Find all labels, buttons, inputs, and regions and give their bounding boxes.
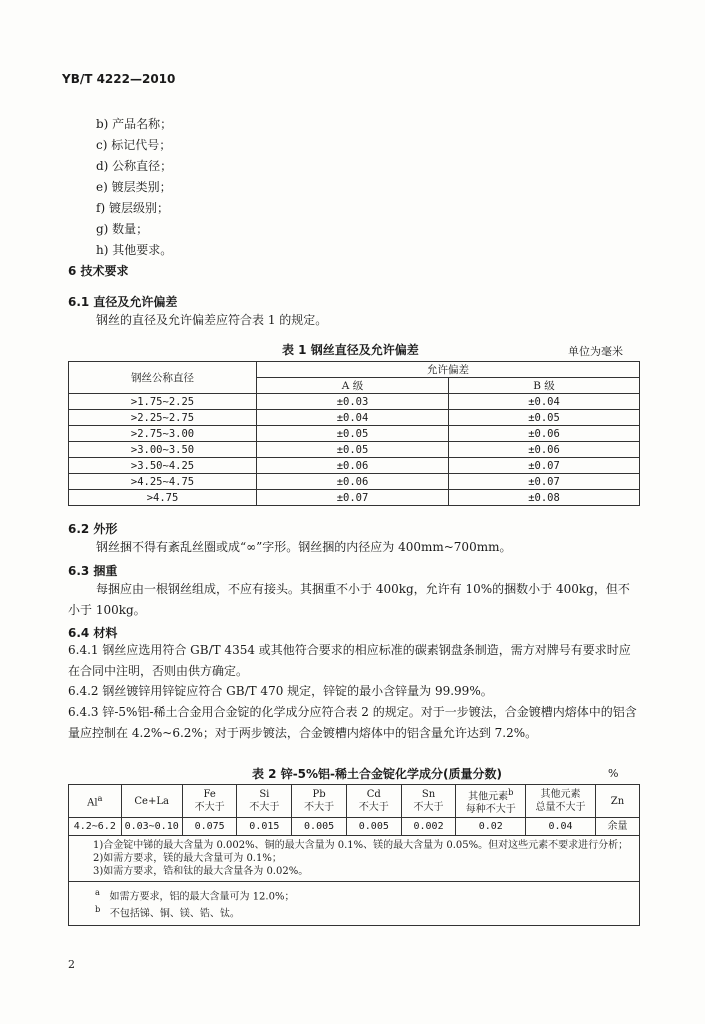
table-1-cell-grade-b: ±0.07 [449, 474, 640, 490]
section-6-4-3-text: 6.4.3 锌-5%铝-稀土合金用合金锭的化学成分应符合表 2 的规定。对于一步镀法，合金镀槽内熔体中的铝含量应控制在 4.2%~6.2%；对于两步镀法，合金镀槽内熔体中的铝含量允许达到 7.2%。 [68, 705, 637, 740]
table-2-header-limit: 每种不大于 [465, 804, 516, 816]
marking-list-item: h) 其他要求。 [96, 243, 173, 257]
table-2-header-label: Ce+La [134, 795, 169, 807]
marking-list-item: g) 数量； [96, 222, 149, 236]
table-2-header-limit: 不大于 [249, 802, 280, 813]
table-1-cell-diameter: >4.75 [69, 490, 257, 506]
section-6-1-heading: 6.1 直径及允许偏差 [68, 295, 178, 309]
table-1-caption: 表 1 钢丝直径及允许偏差 [282, 343, 419, 357]
table-2-header-label: Cd [366, 789, 381, 800]
table-2-header-limit: 不大于 [194, 802, 225, 813]
section-6-1-text: 钢丝的直径及允许偏差应符合表 1 的规定。 [96, 313, 328, 327]
table-2-header-label: Al [87, 797, 98, 809]
table-1-cell-grade-a: ±0.04 [257, 410, 449, 426]
table-2-caption: 表 2 锌-5%铝-稀土合金锭化学成分(质量分数) [252, 767, 503, 781]
table-2-header-label: 其他元素 [540, 789, 581, 800]
section-6-4-heading: 6.4 材料 [68, 626, 118, 640]
table-1-cell-grade-b: ±0.08 [449, 490, 640, 506]
section-6-2-text: 钢丝捆不得有紊乱丝圈或成“∞”字形。钢丝捆的内径应为 400mm~700mm。 [96, 540, 512, 554]
table-1-cell-grade-a: ±0.06 [257, 474, 449, 490]
table-2-footnotes [69, 882, 640, 926]
table-2-value-cell: 0.005 [346, 818, 401, 836]
table-2-value-cell: 4.2~6.2 [69, 818, 122, 836]
table-1-cell-grade-a: ±0.03 [257, 394, 449, 410]
table-1-row [69, 394, 640, 410]
table-2-note: 2)如需方要求，镁的最大含量可为 0.1%； [93, 853, 282, 864]
table-2-chemical-composition [68, 784, 640, 926]
table-1-cell-grade-b: ±0.04 [449, 394, 640, 410]
table-2-header-cell [121, 785, 182, 818]
table-1-cell-grade-b: ±0.07 [449, 458, 640, 474]
section-6-heading: 6 技术要求 [68, 264, 129, 278]
footnote-a: 如需方要求，铝的最大含量可为 12.0%； [109, 891, 295, 903]
table-2-value-cell: 余量 [595, 818, 639, 836]
table-1-row [69, 442, 640, 458]
table-2-header-footnote-mark: b [508, 786, 514, 797]
marking-list-item: b) 产品名称； [96, 117, 173, 131]
table-1-row [69, 490, 640, 506]
section-6-4-1-text: 6.4.1 钢丝应选用符合 GB/T 4354 或其他符合要求的相应标准的碳素钢盘条制造，需方对牌号有要求时应在合同中注明，否则由供方确定。 [68, 643, 631, 678]
table-2-unit: % [608, 767, 619, 780]
table-1-cell-diameter: >2.75~3.00 [69, 426, 257, 442]
table-2-header-cell [526, 785, 596, 818]
table-1-cell-grade-b: ±0.06 [449, 442, 640, 458]
table-1-cell-grade-a: ±0.06 [257, 458, 449, 474]
table-2-header-cell [292, 785, 347, 818]
table-1-cell-diameter: >3.00~3.50 [69, 442, 257, 458]
footnote-b-mark: b [95, 904, 101, 915]
table-1-cell-diameter: >3.50~4.25 [69, 458, 257, 474]
footnote-a-mark: a [95, 887, 100, 897]
table-2-header-cell [237, 785, 292, 818]
table-1-row [69, 458, 640, 474]
table-2-header-cell [401, 785, 456, 818]
table-1-row [69, 426, 640, 442]
table-2-header-cell [69, 785, 122, 818]
table-2-value-cell: 0.015 [237, 818, 292, 836]
table-1-unit: 单位为毫米 [568, 345, 623, 358]
table-2-header-label: 其他元素 [468, 791, 509, 803]
table-2-header-label: Pb [312, 789, 326, 800]
table-1-cell-grade-b: ±0.06 [449, 426, 640, 442]
table-2-header-cell [595, 785, 639, 818]
table-2-header-limit: 不大于 [304, 802, 335, 813]
section-6-3-heading: 6.3 捆重 [68, 564, 118, 578]
page-number: 2 [68, 958, 75, 971]
table-2-header-label: Zn [610, 795, 625, 807]
table-2-value-cell: 0.075 [182, 818, 237, 836]
table-2-header-label: Fe [203, 789, 216, 800]
standard-code-header: YB/T 4222—2010 [62, 72, 176, 86]
table-1-cell-diameter: >4.25~4.75 [69, 474, 257, 490]
table-2-value-cell: 0.04 [526, 818, 596, 836]
footnote-b: 不包括锑、铜、镁、锆、钛。 [109, 908, 240, 920]
table-2-note: 1)合金锭中锑的最大含量为 0.002%、铜的最大含量为 0.1%、镁的最大含量为 0.05%。但对这些元素不要求进行分析； [93, 840, 629, 851]
table-1-header-grade-a: A 级 [257, 378, 449, 394]
table-1-row [69, 474, 640, 490]
table-1-cell-grade-b: ±0.05 [449, 410, 640, 426]
table-2-header-cell [346, 785, 401, 818]
table-2-value-cell: 0.02 [456, 818, 526, 836]
marking-list-item: f) 镀层级别； [96, 201, 169, 215]
table-1-header-grade-b: B 级 [449, 378, 640, 394]
table-1-cell-grade-a: ±0.07 [257, 490, 449, 506]
table-2-header-limit: 不大于 [413, 802, 444, 813]
table-1-cell-grade-a: ±0.05 [257, 426, 449, 442]
table-2-header-limit: 总量不大于 [535, 802, 586, 813]
table-1-cell-diameter: >1.75~2.25 [69, 394, 257, 410]
section-6-3-text: 每捆应由一根钢丝组成，不应有接头。其捆重不小于 400kg，允许有 10%的捆数小于 400kg，但不小于 100kg。 [68, 582, 630, 617]
table-1-cell-diameter: >2.25~2.75 [69, 410, 257, 426]
table-2-header-label: Sn [421, 789, 436, 800]
table-2-value-cell: 0.03~0.10 [121, 818, 182, 836]
table-2-notes [69, 836, 640, 882]
marking-list-item: d) 公称直径； [96, 159, 173, 173]
table-2-header-cell [182, 785, 237, 818]
table-1-header-tolerance: 允许偏差 [257, 362, 640, 378]
table-2-value-cell: 0.002 [401, 818, 456, 836]
section-6-2-heading: 6.2 外形 [68, 522, 118, 536]
table-1-header-diameter: 钢丝公称直径 [69, 362, 257, 394]
table-2-note: 3)如需方要求，锆和钛的最大含量各为 0.02%。 [93, 866, 309, 877]
table-1-cell-grade-a: ±0.05 [257, 442, 449, 458]
table-2-header-footnote-mark: a [97, 793, 103, 804]
section-6-4-2-text: 6.4.2 钢丝镀锌用锌锭应符合 GB/T 470 规定，锌锭的最小含锌量为 99.99%。 [68, 684, 493, 698]
table-2-value-cell: 0.005 [292, 818, 347, 836]
table-2-header-cell [456, 785, 526, 818]
table-1-row [69, 410, 640, 426]
table-2-header-limit: 不大于 [358, 802, 389, 813]
marking-list-item: c) 标记代号； [96, 138, 172, 152]
table-1-diameter-tolerance [68, 361, 640, 506]
marking-list-item: e) 镀层类别； [96, 180, 172, 194]
table-2-header-label: Si [259, 789, 270, 800]
